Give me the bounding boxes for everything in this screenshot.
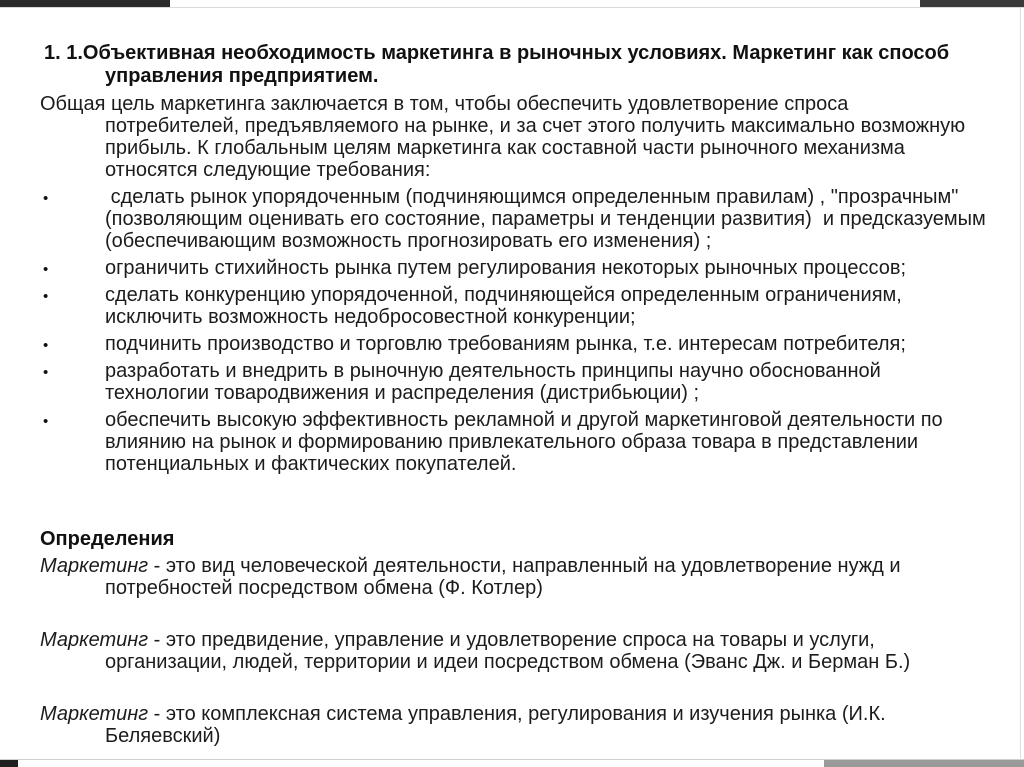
definition-belyaevsky bbox=[40, 703, 988, 747]
list-item-text: разработать и внедрить в рыночную деятельность принципы научно обоснованной технологии товародвижения и распределения (дистрибьюции) ; bbox=[105, 360, 887, 404]
list-item bbox=[40, 284, 988, 328]
corner-mark-bottom-right bbox=[824, 760, 1024, 767]
bullet-icon: • bbox=[43, 261, 49, 278]
list-item-text: сделать конкуренцию упорядоченной, подчиняющейся определенным ограничениям, исключить возможность недобросовестной конкуренции; bbox=[105, 284, 908, 328]
list-item-text: подчинить производство и торговлю требованиям рынка, т.е. интересам потребителя; bbox=[105, 333, 906, 355]
slide-title: 1. 1.Объективная необходимость маркетинга в рыночных условиях. Маркетинг как способ управления предприятием. bbox=[44, 42, 955, 87]
definition-term: Маркетинг bbox=[40, 555, 149, 577]
definition-kotler bbox=[40, 555, 988, 599]
definition-text: - это предвидение, управление и удовлетворение спроса на товары и услуги, организации, людей, территории и идеи посредством обмена (Эванс Дж. и Берман Б.) bbox=[105, 629, 911, 673]
list-item-text: обеспечить высокую эффективность рекламной и другой маркетинговой деятельности по влиянию на рынок и формированию привлекательного образа товара в представлении потенциальных и фактических покупателей. bbox=[105, 409, 949, 475]
marketing-goals-list bbox=[40, 186, 992, 475]
list-item-text: сделать рынок упорядоченным (подчиняющимся определенным правилам) , "прозрачным" (позволяющим оценивать его состояние, параметры и тенденции развития) и предсказуемым (обеспечивающим возможность прогнозировать его изменения) ; bbox=[105, 186, 992, 252]
list-item bbox=[40, 257, 988, 279]
slide-border-right bbox=[1020, 7, 1021, 760]
definitions-heading: Определения bbox=[40, 528, 175, 550]
bullet-icon: • bbox=[43, 413, 49, 430]
list-item bbox=[40, 360, 988, 404]
intro-paragraph: Общая цель маркетинга заключается в том, чтобы обеспечить удовлетворение спроса потребителей, предъявляемого на рынке, и за счет этого получить максимально возможную прибыль. К глобальным целям маркетинга как составной части рыночного механизма относятся следующие требования: bbox=[40, 93, 971, 181]
definition-text: - это комплексная система управления, регулирования и изучения рынка (И.К. Беляевский) bbox=[105, 703, 892, 747]
slide-content bbox=[40, 42, 992, 747]
corner-mark-bottom-left bbox=[0, 760, 18, 767]
slide-border-top bbox=[0, 7, 1024, 8]
bullet-icon: • bbox=[43, 288, 49, 305]
list-item bbox=[40, 186, 992, 252]
definition-term: Маркетинг bbox=[40, 703, 149, 725]
definition-text: - это вид человеческой деятельности, направленный на удовлетворение нужд и потребностей посредством обмена (Ф. Котлер) bbox=[105, 555, 907, 599]
bullet-icon: • bbox=[43, 364, 49, 381]
corner-mark-top-left bbox=[0, 0, 170, 7]
list-item-text: ограничить стихийность рынка путем регулирования некоторых рыночных процессов; bbox=[105, 257, 907, 279]
corner-mark-top-right bbox=[920, 0, 1024, 7]
bullet-icon: • bbox=[43, 337, 49, 354]
list-item bbox=[40, 409, 988, 475]
definition-term: Маркетинг bbox=[40, 629, 149, 651]
list-item bbox=[40, 333, 988, 355]
definition-evans-berman bbox=[40, 629, 988, 673]
bullet-icon: • bbox=[43, 190, 49, 207]
